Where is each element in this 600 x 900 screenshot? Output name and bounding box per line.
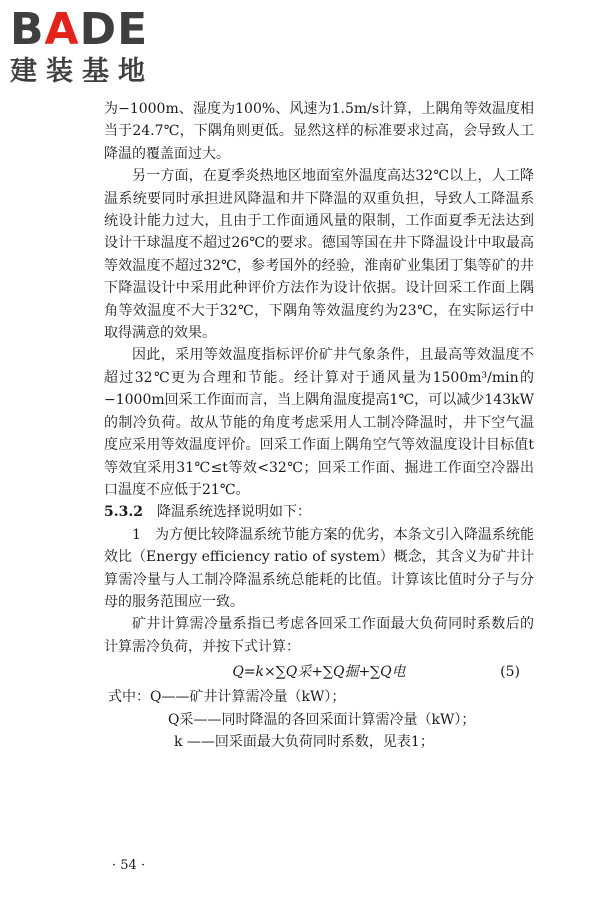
section-number: 5.3.2 (104, 504, 143, 521)
formula: Q=k×∑Q采+∑Q掘+∑Q电 (232, 664, 406, 681)
paragraph-4: 矿井计算需冷量系指已考虑各回采工作面最大负荷同时系数后的计算需冷负荷，并按下式计算： (104, 616, 534, 655)
definition-q: 式中：Q——矿井计算需冷量（kW）； (108, 689, 346, 706)
formula-row (104, 658, 534, 686)
definition-k: k ——回采面最大负荷同时系数，见表1； (174, 733, 434, 750)
equation-number: (5) (500, 664, 520, 681)
page-body (104, 98, 534, 753)
logo-subtitle: 建装基地 (10, 56, 154, 87)
paragraph-1: 为−1000m、湿度为100%、风速为1.5m/s计算，上隅角等效温度相当于24.7℃，下隅角则更低。显然这样的标准要求过高，会导致人工降温的覆盖面过大。 (104, 101, 534, 162)
page-number: · 54 · (112, 858, 146, 873)
paragraph-2: 另一方面，在夏季炎热地区地面室外温度高达32℃以上，人工降温系统要同时承担进风降温和井下降温的双重负担，导致人工降温系统设计能力过大，且由于工作面通风量的限制，工作面夏季无法达到设计干球温度不超过26℃的要求。德国等国在井下降温设计中取最高等效温度不超过32℃，参考国外的经验，淮南矿业集团丁集等矿的井下降温设计中采用此种评价方法作为设计依据。设计回采工作面上隅角等效温度不大于32℃，下隅角等效温度约为23℃，在实际运行中取得满意的效果。 (104, 168, 534, 342)
item-1: 1 为方便比较降温系统节能方案的优劣，本条文引入降温系统能效比（Energy efficiency ratio of system）概念，其含义为矿井计算需冷量与人工制冷降温系统总能耗的比值。计算该比值时分子与分母的服务范围应一致。 (104, 526, 534, 610)
logo-wordmark (10, 6, 180, 54)
bade-logo (10, 6, 180, 88)
logo-letter-a: A (44, 4, 80, 55)
logo-letter-b: B (10, 4, 45, 55)
logo-letters-de: DE (79, 4, 149, 55)
section-heading (104, 501, 534, 523)
section-title: 降温系统选择说明如下： (156, 504, 311, 521)
definition-q-cai: Q采——同时降温的各回采面计算需冷量（kW）； (168, 711, 476, 728)
paragraph-3: 因此，采用等效温度指标评价矿井气象条件，且最高等效温度不超过32℃更为合理和节能。经计算对于通风量为1500m³/min的−1000m回采工作面而言，当上隅角温度提高1℃，可以减少143kW的制冷负荷。故从节能的角度考虑采用人工制冷降温时，井下空气温度应采用等效温度评价。回采工作面上隅角空气等效温度设计目标值t等效宜采用31℃≤t等效<32℃；回采工作面、掘进工作面空冷器出口温度不应低于21℃。 (104, 347, 534, 498)
